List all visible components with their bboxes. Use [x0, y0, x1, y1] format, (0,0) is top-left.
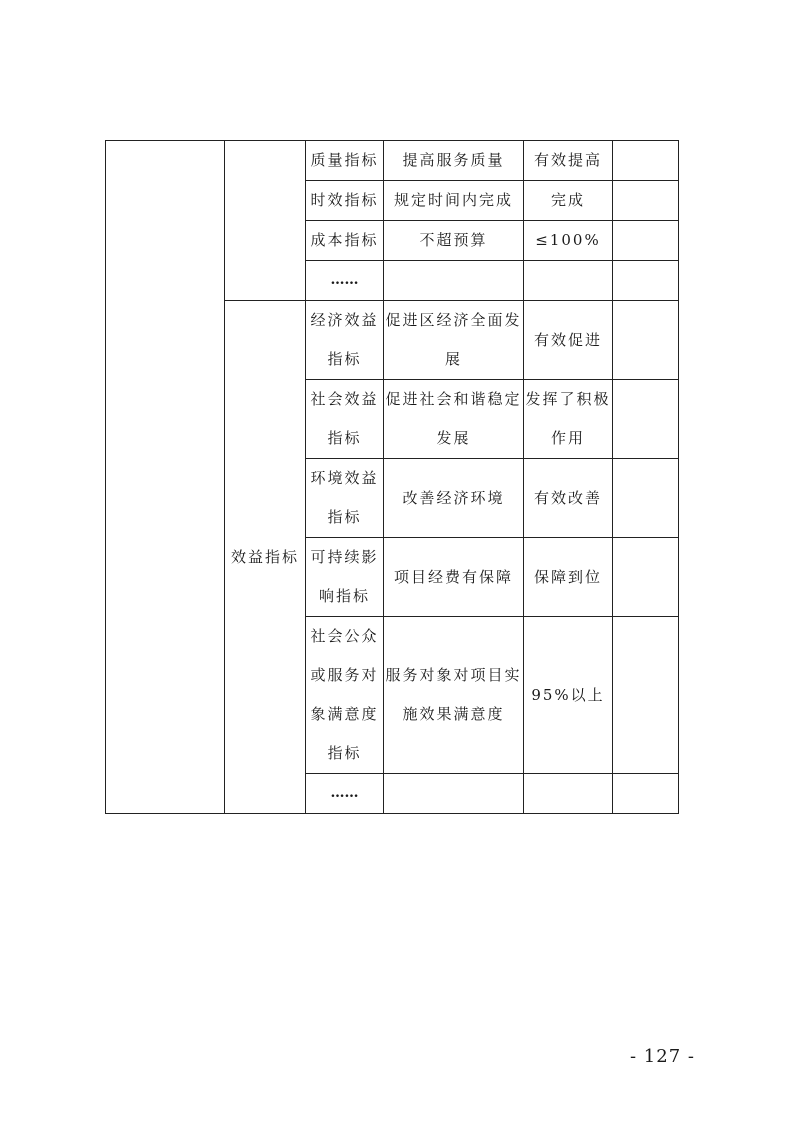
content-cell: 促进社会和谐稳定发展: [384, 380, 524, 459]
remark-cell: [613, 221, 679, 261]
remark-cell: [613, 380, 679, 459]
target-cell: 有效提高: [524, 141, 613, 181]
page-number: - 127 -: [630, 1046, 695, 1067]
target-cell: 保障到位: [524, 538, 613, 617]
indicator-cell: 质量指标: [306, 141, 384, 181]
indicator-cell: 社会效益指标: [306, 380, 384, 459]
content-cell: 改善经济环境: [384, 459, 524, 538]
indicator-cell: 时效指标: [306, 181, 384, 221]
level2-indicator-cell: [225, 141, 306, 301]
target-cell: 有效促进: [524, 301, 613, 380]
performance-indicator-table: [105, 140, 679, 814]
ellipsis-cell: ……: [306, 261, 384, 301]
content-cell: 项目经费有保障: [384, 538, 524, 617]
content-cell: 服务对象对项目实施效果满意度: [384, 617, 524, 774]
target-cell: [524, 774, 613, 814]
indicator-cell: 社会公众或服务对象满意度指标: [306, 617, 384, 774]
target-cell: 完成: [524, 181, 613, 221]
indicator-cell: 可持续影响指标: [306, 538, 384, 617]
indicator-cell: 环境效益指标: [306, 459, 384, 538]
content-cell: [384, 261, 524, 301]
remark-cell: [613, 774, 679, 814]
content-cell: 促进区经济全面发展: [384, 301, 524, 380]
content-cell: [384, 774, 524, 814]
content-cell: 提高服务质量: [384, 141, 524, 181]
target-cell: 发挥了积极作用: [524, 380, 613, 459]
remark-cell: [613, 141, 679, 181]
indicator-cell: 经济效益指标: [306, 301, 384, 380]
target-cell: 95%以上: [524, 617, 613, 774]
target-cell: ≤100%: [524, 221, 613, 261]
remark-cell: [613, 181, 679, 221]
remark-cell: [613, 301, 679, 380]
remark-cell: [613, 617, 679, 774]
remark-cell: [613, 261, 679, 301]
content-cell: 规定时间内完成: [384, 181, 524, 221]
target-cell: 有效改善: [524, 459, 613, 538]
remark-cell: [613, 459, 679, 538]
content-cell: 不超预算: [384, 221, 524, 261]
target-cell: [524, 261, 613, 301]
level1-indicator-cell: [106, 141, 225, 814]
level2-indicator-cell: 效益指标: [225, 301, 306, 814]
indicator-cell: 成本指标: [306, 221, 384, 261]
ellipsis-cell: ……: [306, 774, 384, 814]
remark-cell: [613, 538, 679, 617]
